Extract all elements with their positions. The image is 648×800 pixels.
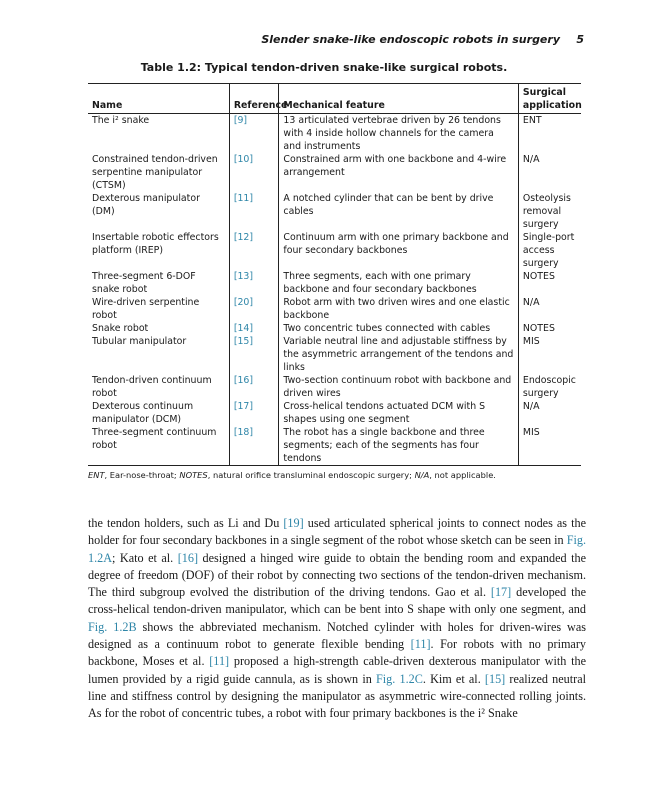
cell-surgical-application: Single-port access surgery	[518, 231, 581, 270]
body-text: ; Kato et al.	[112, 550, 178, 565]
citation-link[interactable]: [11]	[209, 654, 230, 669]
body-text: used articulated spherical joints to connect nodes as the holder for four secondary backbones in a single segment of the robot whose sketch can be seen in	[88, 516, 586, 548]
cell-reference[interactable]: [10]	[229, 153, 279, 192]
cell-reference[interactable]: [18]	[229, 426, 279, 466]
cell-mechanical-feature: 13 articulated vertebrae driven by 26 tendons with 4 inside hollow channels for the camera and instruments	[279, 114, 518, 154]
cell-reference[interactable]: [11]	[229, 192, 279, 231]
cell-mechanical-feature: Robot arm with two driven wires and one elastic backbone	[279, 296, 518, 322]
cell-name: Snake robot	[92, 323, 149, 334]
cell-name: Tendon-driven continuum robot	[92, 375, 212, 399]
figure-link[interactable]: Fig. 1.2A	[88, 533, 586, 565]
cell-surgical-application: Osteolysis removal surgery	[518, 192, 581, 231]
cell-reference[interactable]: [12]	[229, 231, 279, 270]
running-title: Slender snake-like endoscopic robots in surgery	[261, 33, 560, 46]
body-text: developed the cross-helical tendon-driven manipulator, which can be bent into S shape with only one segment, and	[88, 585, 586, 617]
cell-mechanical-feature: The robot has a single backbone and three segments; each of the segments has four tendons	[279, 426, 518, 466]
citation-link[interactable]: [17]	[490, 585, 512, 600]
body-paragraph	[88, 515, 586, 723]
cell-surgical-application: NOTES	[518, 322, 581, 335]
table-row	[88, 114, 581, 154]
table-footnote	[88, 470, 588, 480]
cell-surgical-application: Endoscopic surgery	[518, 374, 581, 400]
footnote-na-abbr: N/A	[414, 470, 430, 480]
body-text: proposed a high-strength cable-driven dexterous manipulator with the lumen provided by a rigid guide cannula, as is shown in	[88, 654, 586, 686]
cell-surgical-application: MIS	[518, 335, 581, 374]
cell-surgical-application: N/A	[518, 153, 581, 192]
col-header-mechanical-feature: Mechanical feature	[279, 84, 518, 114]
figure-link[interactable]: Fig. 1.2B	[88, 619, 137, 634]
footnote-ent-abbr: ENT	[88, 470, 105, 480]
cell-name: Tubular manipulator	[92, 336, 187, 347]
body-text: realized neutral line and stiffness control by designing the manipulator as asymmetric wire-connected rolling joints. As for the robot of concentric tubes, a robot with four primary backbones is the i² Snake	[88, 671, 586, 721]
footnote-notes-def: , natural orifice transluminal endoscopic surgery;	[207, 470, 415, 480]
cell-surgical-application: MIS	[518, 426, 581, 466]
cell-surgical-application: N/A	[518, 400, 581, 426]
cell-reference[interactable]: [20]	[229, 296, 279, 322]
table-header-row	[88, 84, 581, 114]
robots-table	[88, 83, 581, 466]
citation-link[interactable]: [15]	[484, 671, 506, 686]
cell-reference[interactable]: [15]	[229, 335, 279, 374]
cell-mechanical-feature: Two-section continuum robot with backbone and driven wires	[279, 374, 518, 400]
citation-link[interactable]: [19]	[283, 516, 304, 530]
cell-reference[interactable]: [16]	[229, 374, 279, 400]
body-text: shows the abbreviated mechanism. Notched cylinder with holes for driven-wires was designed as a continuum robot to generate flexible bending	[88, 619, 586, 652]
body-text: designed a hinged wire guide to obtain the bending room and expanded the degree of freedom (DOF) of their robot by connecting two sections of the tendon-driven mechanism. The third subgroup evolved the distribution of the driving tendons. Gao et al.	[88, 550, 587, 600]
figure-link[interactable]: Fig. 1.2C	[375, 671, 423, 686]
table-row	[88, 296, 581, 322]
table-row	[88, 426, 581, 466]
cell-reference[interactable]: [9]	[229, 114, 279, 154]
cell-surgical-application: N/A	[518, 296, 581, 322]
table-row	[88, 335, 581, 374]
footnote-notes-abbr: NOTES	[179, 470, 208, 480]
cell-mechanical-feature: Variable neutral line and adjustable stiffness by the asymmetric arrangement of the tendons and links	[279, 335, 518, 374]
footnote-na-def: , not applicable.	[429, 470, 496, 480]
cell-mechanical-feature: Constrained arm with one backbone and 4-wire arrangement	[279, 153, 518, 192]
table-row	[88, 322, 581, 335]
cell-name: Constrained tendon-driven serpentine manipulator (CTSM)	[92, 154, 218, 191]
cell-name: Insertable robotic effectors platform (IREP)	[92, 232, 219, 256]
body-text: . Kim et al.	[422, 671, 485, 686]
cell-reference[interactable]: [13]	[229, 270, 279, 296]
cell-name: Three-segment continuum robot	[92, 427, 217, 451]
cell-reference[interactable]: [17]	[229, 400, 279, 426]
table-row	[88, 400, 581, 426]
body-text: . For robots with no primary backbone, Moses et al.	[88, 637, 586, 669]
col-header-name: Name	[92, 100, 123, 111]
col-header-surgical-application: Surgical application	[518, 84, 581, 114]
table-row	[88, 153, 581, 192]
cell-mechanical-feature: Cross-helical tendons actuated DCM with S shapes using one segment	[279, 400, 518, 426]
cell-name: Dexterous continuum manipulator (DCM)	[92, 401, 194, 425]
table-caption: Table 1.2: Typical tendon-driven snake-like surgical robots.	[140, 61, 508, 74]
body-text: the tendon holders, such as Li and Du	[88, 516, 284, 530]
citation-link[interactable]: [16]	[177, 550, 199, 565]
cell-name: The i² snake	[92, 115, 150, 126]
cell-name: Three-segment 6-DOF snake robot	[92, 271, 196, 295]
footnote-ent-def: , Ear-nose-throat;	[104, 470, 180, 480]
col-header-reference: Reference	[229, 84, 279, 114]
table-row	[88, 374, 581, 400]
table-row	[88, 270, 581, 296]
cell-reference[interactable]: [14]	[229, 322, 279, 335]
table-row	[88, 231, 581, 270]
cell-surgical-application: ENT	[518, 114, 581, 154]
cell-name: Dexterous manipulator (DM)	[92, 193, 200, 217]
cell-name: Wire-driven serpentine robot	[92, 297, 200, 321]
table-row	[88, 192, 581, 231]
cell-mechanical-feature: Continuum arm with one primary backbone and four secondary backbones	[279, 231, 518, 270]
cell-surgical-application: NOTES	[518, 270, 581, 296]
cell-mechanical-feature: Three segments, each with one primary backbone and four secondary backbones	[279, 270, 518, 296]
cell-mechanical-feature: Two concentric tubes connected with cables	[279, 322, 518, 335]
citation-link[interactable]: [11]	[410, 637, 431, 652]
cell-mechanical-feature: A notched cylinder that can be bent by drive cables	[279, 192, 518, 231]
page-number: 5	[576, 33, 584, 46]
